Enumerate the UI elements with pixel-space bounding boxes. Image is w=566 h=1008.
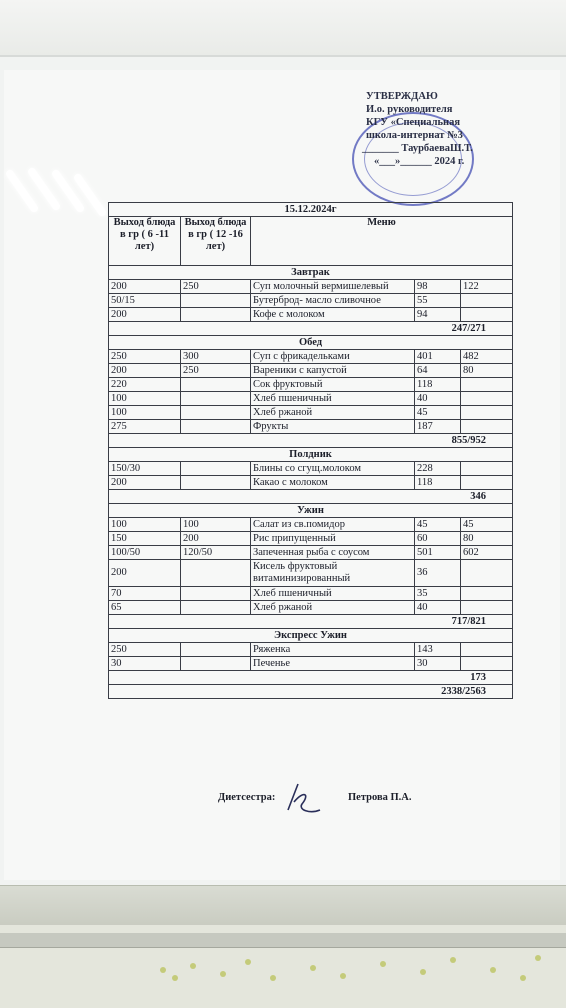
calories: 45 — [461, 518, 513, 532]
section-total-row — [109, 490, 513, 504]
portion-output: 200 — [109, 308, 181, 322]
portion-output: 200 — [181, 532, 251, 546]
calories: 98 — [415, 280, 461, 294]
calories: 36 — [415, 560, 461, 587]
calories: 482 — [461, 350, 513, 364]
calories: 64 — [415, 364, 461, 378]
calories — [461, 601, 513, 615]
dish-name: Вареники с капустой — [251, 364, 415, 378]
approval-line: «___»______ 2024 г. — [374, 156, 465, 167]
section-total-row — [109, 615, 513, 629]
portion-output: 30 — [109, 657, 181, 671]
dish-name: Хлеб пшеничный — [251, 587, 415, 601]
portion-output: 220 — [109, 378, 181, 392]
dish-name: Печенье — [251, 657, 415, 671]
calories — [461, 294, 513, 308]
section-title-row — [109, 504, 513, 518]
header-output-12-16: Выход блюда в гр ( 12 -16 лет) — [181, 217, 251, 266]
menu-table — [108, 202, 513, 699]
calories: 40 — [415, 601, 461, 615]
approval-block — [362, 90, 473, 168]
portion-output — [181, 462, 251, 476]
dish-name: Запеченная рыба с соусом — [251, 546, 415, 560]
calories: 60 — [415, 532, 461, 546]
portion-output: 250 — [109, 350, 181, 364]
menu-row — [109, 546, 513, 560]
calories — [461, 476, 513, 490]
section-title-row — [109, 266, 513, 280]
dish-name: Сок фруктовый — [251, 378, 415, 392]
portion-output: 250 — [181, 280, 251, 294]
dish-name: Фрукты — [251, 420, 415, 434]
portion-output — [181, 294, 251, 308]
calories — [461, 560, 513, 587]
signature-label: Диетсестра: — [218, 792, 276, 803]
portion-output — [181, 378, 251, 392]
menu-row — [109, 378, 513, 392]
section-title: Полдник — [109, 448, 513, 462]
dish-name: Рис припущенный — [251, 532, 415, 546]
portion-output — [181, 406, 251, 420]
approval-line: УТВЕРЖДАЮ — [366, 91, 438, 102]
section-title: Обед — [109, 336, 513, 350]
approval-line: КГУ «Специальная — [366, 117, 461, 128]
portion-output: 200 — [109, 560, 181, 587]
portion-output — [181, 308, 251, 322]
dish-name: Суп с фрикадельками — [251, 350, 415, 364]
menu-row — [109, 587, 513, 601]
dish-name: Блины со сгущ.молоком — [251, 462, 415, 476]
calories: 45 — [415, 518, 461, 532]
menu-row — [109, 364, 513, 378]
calories: 55 — [415, 294, 461, 308]
approval-line: И.о. руководителя — [366, 104, 453, 115]
menu-row — [109, 601, 513, 615]
portion-output: 150 — [109, 532, 181, 546]
portion-output — [181, 560, 251, 587]
menu-row — [109, 280, 513, 294]
portion-output: 200 — [109, 280, 181, 294]
menu-row — [109, 406, 513, 420]
calories: 118 — [415, 378, 461, 392]
grand-total: 2338/2563 — [109, 685, 513, 699]
portion-output: 300 — [181, 350, 251, 364]
paint-specks — [150, 945, 550, 995]
portion-output: 250 — [181, 364, 251, 378]
dish-name: Бутерброд- масло сливочное — [251, 294, 415, 308]
calories — [461, 587, 513, 601]
dish-name: Какао с молоком — [251, 476, 415, 490]
portion-output: 250 — [109, 643, 181, 657]
signature-block — [218, 788, 448, 818]
portion-output: 50/15 — [109, 294, 181, 308]
dish-name: Кисель фруктовый витаминизированный — [251, 560, 415, 587]
date-row — [109, 203, 513, 217]
section-title-row — [109, 336, 513, 350]
menu-row — [109, 532, 513, 546]
menu-row — [109, 294, 513, 308]
portion-output — [181, 643, 251, 657]
handwritten-signature — [280, 780, 328, 820]
calories: 80 — [461, 364, 513, 378]
approval-line: школа-интернат №3 — [366, 130, 463, 141]
calories — [461, 462, 513, 476]
section-title: Завтрак — [109, 266, 513, 280]
menu-row — [109, 657, 513, 671]
menu-row — [109, 350, 513, 364]
calories: 602 — [461, 546, 513, 560]
calories: 501 — [415, 546, 461, 560]
portion-output: 200 — [109, 364, 181, 378]
calories: 40 — [415, 392, 461, 406]
menu-row — [109, 643, 513, 657]
calories — [461, 308, 513, 322]
section-title: Экспресс Ужин — [109, 629, 513, 643]
dish-name: Кофе с молоком — [251, 308, 415, 322]
header-row — [109, 217, 513, 266]
section-total: 247/271 — [109, 322, 513, 336]
section-total-row — [109, 322, 513, 336]
calories — [461, 392, 513, 406]
calories: 401 — [415, 350, 461, 364]
calories: 228 — [415, 462, 461, 476]
menu-row — [109, 420, 513, 434]
section-title-row — [109, 629, 513, 643]
menu-row — [109, 518, 513, 532]
calories: 35 — [415, 587, 461, 601]
dish-name: Хлеб ржаной — [251, 601, 415, 615]
grand-total-row — [109, 685, 513, 699]
portion-output — [181, 587, 251, 601]
dish-name: Суп молочный вермишелевый — [251, 280, 415, 294]
portion-output: 275 — [109, 420, 181, 434]
dish-name: Хлеб пшеничный — [251, 392, 415, 406]
menu-date: 15.12.2024г — [109, 203, 513, 217]
header-menu: Меню — [251, 217, 513, 266]
section-total-row — [109, 671, 513, 685]
portion-output — [181, 657, 251, 671]
section-title-row — [109, 448, 513, 462]
calories: 187 — [415, 420, 461, 434]
calories — [461, 406, 513, 420]
menu-row — [109, 560, 513, 587]
section-total: 855/952 — [109, 434, 513, 448]
calories — [461, 643, 513, 657]
dish-name: Ряженка — [251, 643, 415, 657]
dish-name: Хлеб ржаной — [251, 406, 415, 420]
portion-output: 200 — [109, 476, 181, 490]
section-total: 717/821 — [109, 615, 513, 629]
calories: 94 — [415, 308, 461, 322]
portion-output — [181, 420, 251, 434]
dish-name: Салат из св.помидор — [251, 518, 415, 532]
portion-output — [181, 392, 251, 406]
portion-output — [181, 601, 251, 615]
wall-background — [0, 0, 566, 60]
portion-output: 100 — [109, 392, 181, 406]
calories: 30 — [415, 657, 461, 671]
calories — [461, 657, 513, 671]
calories: 118 — [415, 476, 461, 490]
portion-output: 120/50 — [181, 546, 251, 560]
section-total: 346 — [109, 490, 513, 504]
section-total-row — [109, 434, 513, 448]
section-total: 173 — [109, 671, 513, 685]
window-ledge — [0, 885, 566, 926]
section-title: Ужин — [109, 504, 513, 518]
approval-line: _______ ТаурбаеваШ.Т. — [362, 143, 473, 154]
signature-name: Петрова П.А. — [348, 792, 412, 803]
header-output-6-11: Выход блюда в гр ( 6 -11 лет) — [109, 217, 181, 266]
calories — [461, 420, 513, 434]
calories: 143 — [415, 643, 461, 657]
portion-output — [181, 476, 251, 490]
portion-output: 100 — [181, 518, 251, 532]
calories — [461, 378, 513, 392]
menu-row — [109, 462, 513, 476]
portion-output: 150/30 — [109, 462, 181, 476]
calories: 80 — [461, 532, 513, 546]
portion-output: 100/50 — [109, 546, 181, 560]
menu-row — [109, 476, 513, 490]
portion-output: 100 — [109, 406, 181, 420]
menu-row — [109, 392, 513, 406]
portion-output: 70 — [109, 587, 181, 601]
portion-output: 100 — [109, 518, 181, 532]
calories: 45 — [415, 406, 461, 420]
calories: 122 — [461, 280, 513, 294]
portion-output: 65 — [109, 601, 181, 615]
menu-row — [109, 308, 513, 322]
